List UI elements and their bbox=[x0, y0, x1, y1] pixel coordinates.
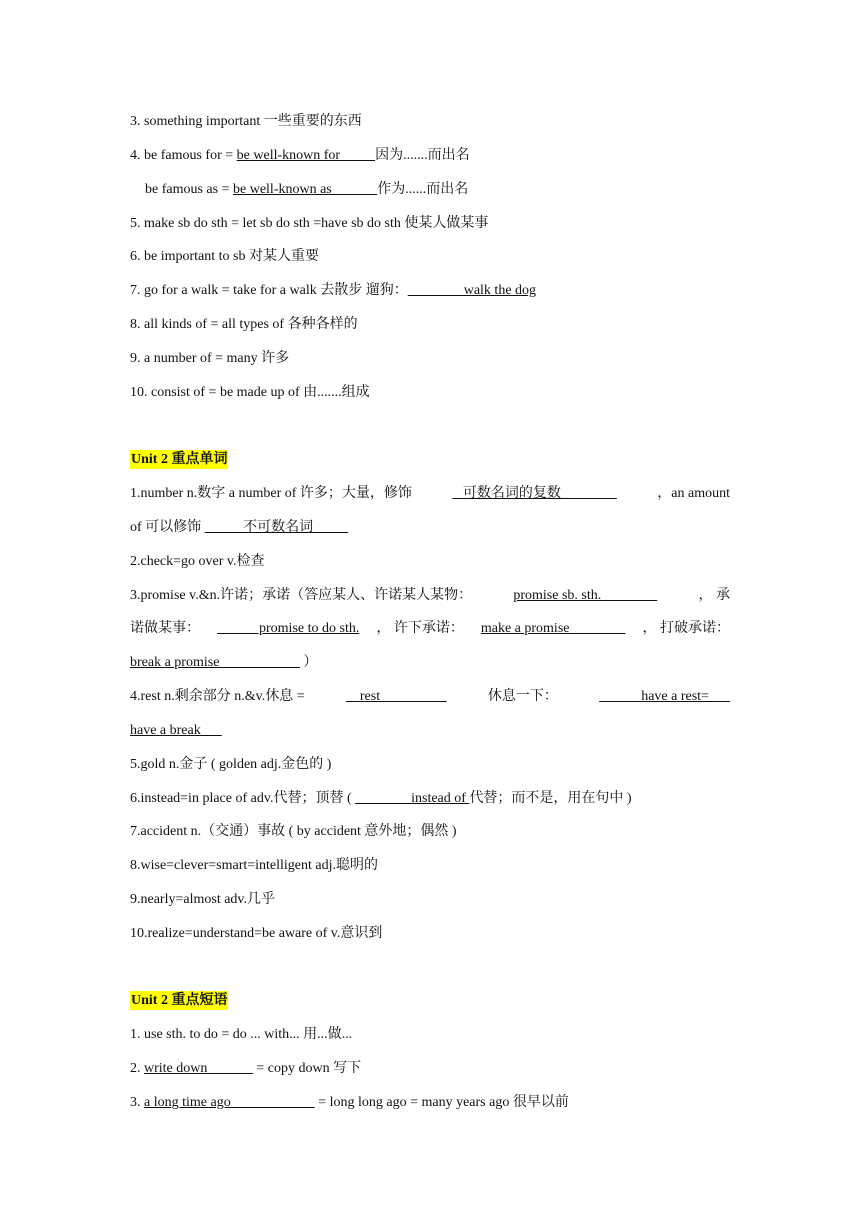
key-phrase-3-num: 3. bbox=[130, 1095, 144, 1110]
word-9: 9.nearly=almost adv.几乎 bbox=[130, 892, 276, 907]
word-3b-mid: ， 许下承诺： bbox=[376, 621, 464, 636]
word-4-text: 4.rest n.剩余部分 n.&v.休息 = bbox=[130, 689, 305, 704]
word-4 bbox=[130, 688, 730, 706]
word-3b-mid-2: ， 打破承诺： bbox=[642, 621, 730, 636]
word-7: 7.accident n.（交通）事故 ( by accident 意外地；偶然 ) bbox=[130, 824, 457, 839]
key-phrase-3-answer: a long time ago bbox=[144, 1095, 315, 1110]
phrase-9: 9. a number of = many 许多 bbox=[130, 351, 290, 366]
word-3b-answer: promise to do sth. bbox=[217, 621, 360, 636]
word-2: 2.check=go over v.检查 bbox=[130, 554, 265, 569]
phrase-7-text: 7. go for a walk = take for a walk 去散步 遛狗： bbox=[130, 283, 408, 298]
word-1b-text: of 可以修饰 bbox=[130, 520, 205, 535]
word-6-tail: 代替；而不是，用在句中 ) bbox=[469, 791, 632, 806]
word-3 bbox=[130, 587, 730, 605]
phrase-4b bbox=[145, 181, 745, 199]
word-5: 5.gold n.金子 ( golden adj.金色的 ) bbox=[130, 757, 332, 772]
word-6-answer: instead of bbox=[355, 791, 470, 806]
phrase-3: 3. something important 一些重要的东西 bbox=[130, 114, 362, 129]
phrase-8: 8. all kinds of = all types of 各种各样的 bbox=[130, 317, 358, 332]
phrase-5: 5. make sb do sth = let sb do sth =have sb do sth 使某人做某事 bbox=[130, 216, 489, 231]
unit2-words-heading bbox=[130, 451, 730, 469]
word-3c-answer: break a promise bbox=[130, 655, 300, 670]
word-8: 8.wise=clever=smart=intelligent adj.聪明的 bbox=[130, 858, 379, 873]
word-1-continued bbox=[130, 519, 730, 537]
phrase-4-text: 4. be famous for = bbox=[130, 148, 237, 163]
word-4b-answer: have a break bbox=[130, 723, 222, 738]
phrase-4-meaning: 因为.......而出名 bbox=[375, 148, 470, 163]
phrase-4-answer: be well-known for bbox=[236, 148, 376, 163]
key-phrase-3-text: = long long ago = many years ago 很早以前 bbox=[314, 1095, 569, 1110]
word-4-mid: 休息一下： bbox=[487, 689, 558, 704]
key-phrase-3 bbox=[130, 1094, 730, 1112]
word-4-continued bbox=[130, 722, 730, 740]
key-phrase-2-num: 2. bbox=[130, 1061, 144, 1076]
word-3-tail: ， 承 bbox=[698, 588, 730, 603]
word-6-text: 6.instead=in place of adv.代替；顶替 ( bbox=[130, 791, 356, 806]
phrase-10: 10. consist of = be made up of 由.......组成 bbox=[130, 385, 370, 400]
word-1 bbox=[130, 485, 730, 503]
phrase-4 bbox=[130, 147, 730, 165]
phrase-6: 6. be important to sb 对某人重要 bbox=[130, 249, 319, 264]
word-3-continued bbox=[130, 620, 730, 638]
word-3-end bbox=[130, 654, 730, 672]
key-phrase-2 bbox=[130, 1060, 730, 1078]
word-10: 10.realize=understand=be aware of v.意识到 bbox=[130, 926, 383, 941]
word-3b-answer-2: make a promise bbox=[480, 621, 626, 636]
heading-highlight: Unit 2 重点单词 bbox=[131, 452, 228, 467]
word-1-tail: ，an amount bbox=[657, 486, 730, 501]
phrase-7 bbox=[130, 282, 730, 300]
word-1-text: 1.number n.数字 a number of 许多；大量，修饰 bbox=[130, 486, 412, 501]
word-3-text: 3.promise v.&n.许诺；承诺（答应某人、许诺某人某物： bbox=[130, 588, 473, 603]
phrase-4b-text: be famous as = bbox=[145, 182, 233, 197]
key-phrase-2-answer: write down bbox=[144, 1061, 253, 1076]
phrase-4b-answer: be well-known as bbox=[233, 182, 378, 197]
key-phrase-1: 1. use sth. to do = do ... with... 用...做... bbox=[130, 1027, 353, 1042]
unit2-phrases-heading bbox=[130, 992, 730, 1010]
phrase-4b-meaning: 作为......而出名 bbox=[377, 182, 469, 197]
phrase-7-answer: walk the dog bbox=[407, 283, 537, 298]
word-6 bbox=[130, 790, 730, 808]
heading-highlight: Unit 2 重点短语 bbox=[131, 993, 228, 1008]
word-3b-text: 诺做某事： bbox=[130, 621, 200, 636]
word-4-answer: rest bbox=[345, 689, 447, 704]
word-1b-answer: 不可数名词 bbox=[204, 520, 349, 535]
word-1-answer: 可数名词的复数 bbox=[452, 486, 617, 501]
key-phrase-2-text: = copy down 写下 bbox=[252, 1061, 362, 1076]
word-3-answer: promise sb. sth. bbox=[513, 588, 658, 603]
word-4-answer-2: have a rest= bbox=[599, 689, 730, 704]
word-3c-tail: ） bbox=[299, 655, 318, 670]
